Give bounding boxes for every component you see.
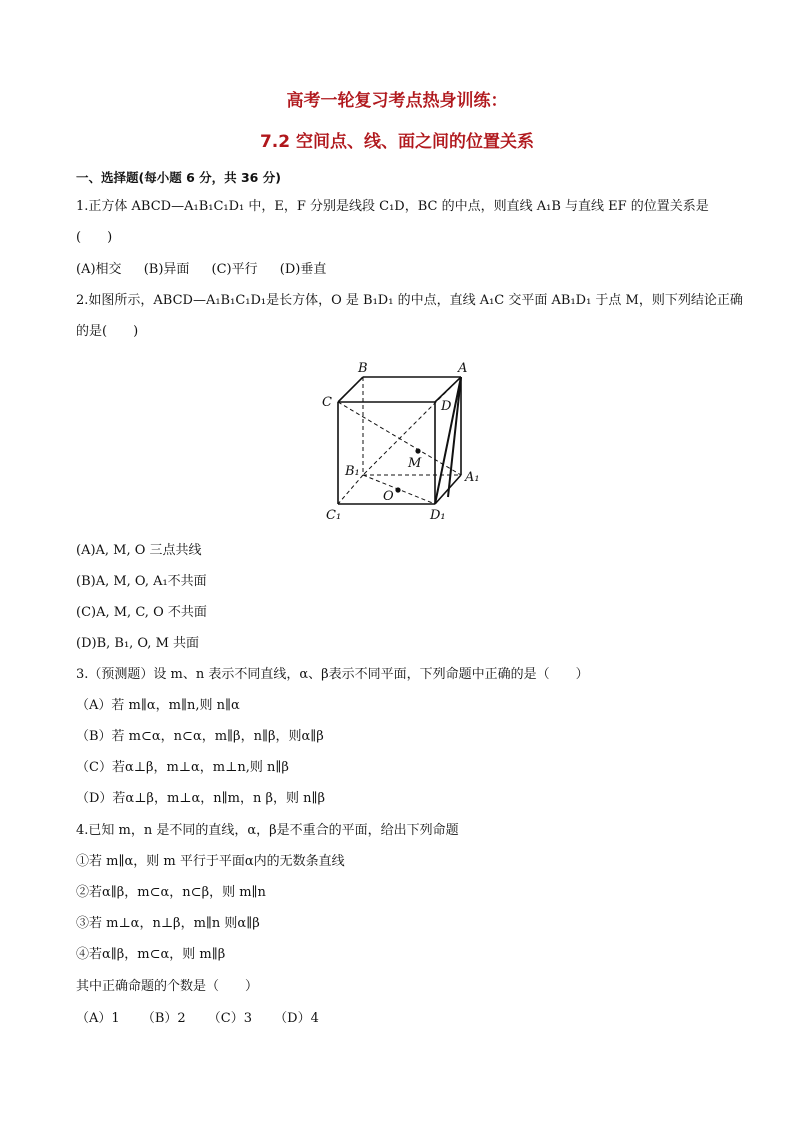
q3-option-c: （C）若α⊥β，m⊥α，m⊥n,则 n∥β (76, 760, 289, 775)
q4-option-b: （B）2 (141, 1011, 186, 1026)
q3-option-a: （A）若 m∥α，m∥n,则 n∥α (76, 698, 240, 713)
label-m: M (408, 456, 422, 471)
q1-stem-line1: 1.正方体 ABCD—A₁B₁C₁D₁ 中，E，F 分别是线段 C₁D，BC 的中点，则直线 A₁B 与直线 EF 的位置关系是 (76, 199, 709, 214)
cuboid-figure (320, 357, 490, 525)
q1-option-d: (D)垂直 (279, 262, 327, 277)
q1-option-b: (B)异面 (143, 262, 190, 277)
q2-stem-line2: 的是( ) (76, 324, 139, 339)
q3-option-d: （D）若α⊥β，m⊥α，n∥m，n β，则 n∥β (76, 791, 326, 806)
label-c: C (322, 395, 332, 410)
point-m (415, 448, 420, 453)
q2-option-a: (A)A, M, O 三点共线 (76, 543, 202, 558)
section-heading: 一、选择题(每小题 6 分，共 36 分) (76, 170, 281, 185)
label-o: O (383, 489, 394, 504)
label-a: A (458, 361, 468, 376)
label-d: D (441, 399, 452, 414)
q4-item-1: ①若 m∥α，则 m 平行于平面α内的无数条直线 (76, 854, 345, 869)
q4-option-d: （D）4 (274, 1011, 319, 1026)
q4-item-4: ④若α∥β，m⊂α，则 m∥β (76, 947, 226, 962)
q4-stem: 4.已知 m，n 是不同的直线，α，β是不重合的平面，给出下列命题 (76, 823, 459, 838)
q4-options (76, 1011, 337, 1027)
q1-options (76, 262, 344, 278)
q4-option-c: （C）3 (207, 1011, 252, 1026)
q4-option-a: （A）1 (76, 1011, 120, 1026)
q4-question: 其中正确命题的个数是（ ） (76, 979, 259, 994)
q3-option-b: （B）若 m⊂α，n⊂α，m∥β，n∥β，则α∥β (76, 729, 324, 744)
q2-option-d: (D)B, B₁, O, M 共面 (76, 636, 200, 651)
q3-stem: 3.（预测题）设 m、n 表示不同直线，α、β表示不同平面，下列命题中正确的是（ ） (76, 667, 589, 682)
cuboid-diagram (320, 357, 490, 525)
page-subtitle: 7.2 空间点、线、面之间的位置关系 (259, 132, 535, 152)
q1-option-c: (C)平行 (211, 262, 258, 277)
label-c1: C₁ (326, 508, 342, 523)
q2-option-c: (C)A, M, C, O 不共面 (76, 605, 207, 620)
q4-item-2: ②若α∥β，m⊂α，n⊂β，则 m∥n (76, 885, 266, 900)
label-b: B (358, 361, 368, 376)
point-o (395, 487, 400, 492)
q2-stem-line1: 2.如图所示，ABCD—A₁B₁C₁D₁是长方体，O 是 B₁D₁ 的中点，直线 A₁C 交平面 AB₁D₁ 于点 M，则下列结论正确 (76, 293, 743, 308)
label-d1: D₁ (430, 508, 446, 523)
q1-option-a: (A)相交 (76, 262, 122, 277)
page-title: 高考一轮复习考点热身训练： (286, 91, 508, 111)
q4-item-3: ③若 m⊥α，n⊥β，m∥n 则α∥β (76, 916, 260, 931)
label-b1: B₁ (345, 464, 360, 479)
label-a1: A₁ (465, 470, 480, 485)
q1-stem-line2: ( ) (76, 230, 113, 245)
q2-option-b: (B)A, M, O, A₁不共面 (76, 574, 207, 589)
